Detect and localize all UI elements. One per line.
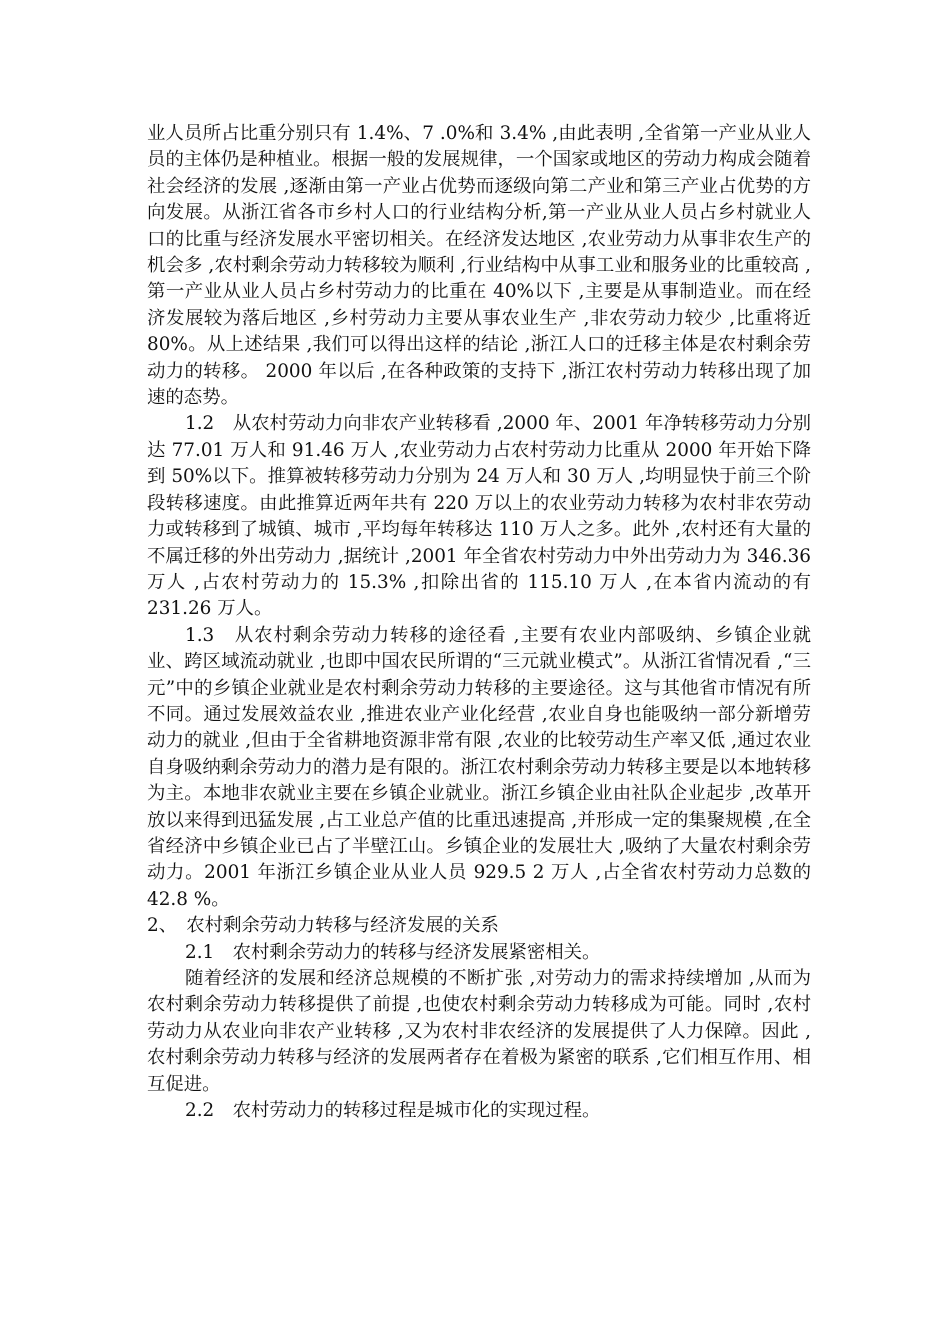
paragraph-1-3-transfer-paths: 1.3 从农村剩余劳动力转移的途径看 ,主要有农业内部吸纳、乡镇企业就业、跨区域流动就业 ,也即中国农民所谓的“三元就业模式”。从浙江省情况看 ,“三元”中的乡镇企业就业是农村剩余劳动力转移的主要途径。这与其他省市情况有所不同。通过发展效益农业 ,推进农业产业化经营 ,农业自身也能吸纳一部分新增劳动力的就业 ,但由于全省耕地资源非常有限 ,农业的比较劳动生产率又低 ,通过农业自身吸纳剩余劳动力的潜力是有限的。浙江农村剩余劳动力转移主要是以本地转移为主。本地非农就业主要在乡镇企业就业。浙江乡镇企业由社队企业起步 ,改革开放以来得到迅猛发展 ,占工业总产值的比重迅速提高 ,并形成一定的集聚规模 ,在全省经济中乡镇企业已占了半壁江山。乡镇企业的发展壮大 ,吸纳了大量农村剩余劳动力。2001 年浙江乡镇企业从业人员 929.5 2 万人 ,占全省农村劳动力总数的 42.8 %。 — [147, 624, 811, 910]
paragraph-1-2-nonagri-transfer: 1.2 从农村劳动力向非农产业转移看 ,2000 年、2001 年净转移劳动力分别达 77.01 万人和 91.46 万人 ,农业劳动力占农村劳动力比重从 2000 年开始下降到 50%以下。推算被转移劳动力分别为 24 万人和 30 万人 ,均明显快于前三个阶段转移速度。由此推算近两年共有 220 万以上的农业劳动力转移为农村非农劳动力或转移到了城镇、城市 ,平均每年转移达 110 万人之多。此外 ,农村还有大量的不属迁移的外出劳动力 ,据统计 ,2001 年全省农村劳动力中外出劳动力为 346.36 万人 ,占农村劳动力的 15.3% ,扣除出省的 115.10 万人 ,在本省内流动的有 231.26 万人。 — [147, 413, 811, 620]
paragraph-economic-growth: 随着经济的发展和经济总规模的不断扩张 ,对劳动力的需求持续增加 ,从而为农村剩余劳动力转移提供了前提 ,也使农村剩余劳动力转移成为可能。同时 ,农村劳动力从农业向非农产业转移 ,又为农村非农经济的发展提供了人力保障。因此 ,农村剩余劳动力转移与经济的发展两者存在着极为紧密的联系 ,它们相互作用、相互促进。 — [147, 968, 811, 1095]
section-heading-2: 2、 农村剩余劳动力转移与经济发展的关系 — [147, 915, 499, 937]
subheading-2-2: 2.2 农村劳动力的转移过程是城市化的实现过程。 — [185, 1100, 601, 1122]
subheading-2-1: 2.1 农村剩余劳动力的转移与经济发展紧密相关。 — [185, 941, 601, 963]
document-body — [147, 121, 811, 1124]
paragraph-employment-structure: 业人员所占比重分别只有 1.4%、7 .0%和 3.4% ,由此表明 ,全省第一产业从业人员的主体仍是种植业。根据一般的发展规律，一个国家或地区的劳动力构成会随着社会经济的发展 ,逐渐由第一产业占优势而逐级向第二产业和第三产业占优势的方向发展。从浙江省各市乡村人口的行业结构分析,第一产业从业人员占乡村就业人口的比重与经济发展水平密切相关。在经济发达地区 ,农业劳动力从事非农生产的机会多 ,农村剩余劳动力转移较为顺利 ,行业结构中从事工业和服务业的比重较高 ,第一产业从业人员占乡村劳动力的比重在 40%以下 ,主要是从事制造业。而在经济发展较为落后地区 ,乡村劳动力主要从事农业生产 ,非农劳动力较少 ,比重将近 80%。从上述结果 ,我们可以得出这样的结论 ,浙江人口的迁移主体是农村剩余劳动力的转移。 2000 年以后 ,在各种政策的支持下 ,浙江农村劳动力转移出现了加速的态势。 — [147, 123, 811, 409]
